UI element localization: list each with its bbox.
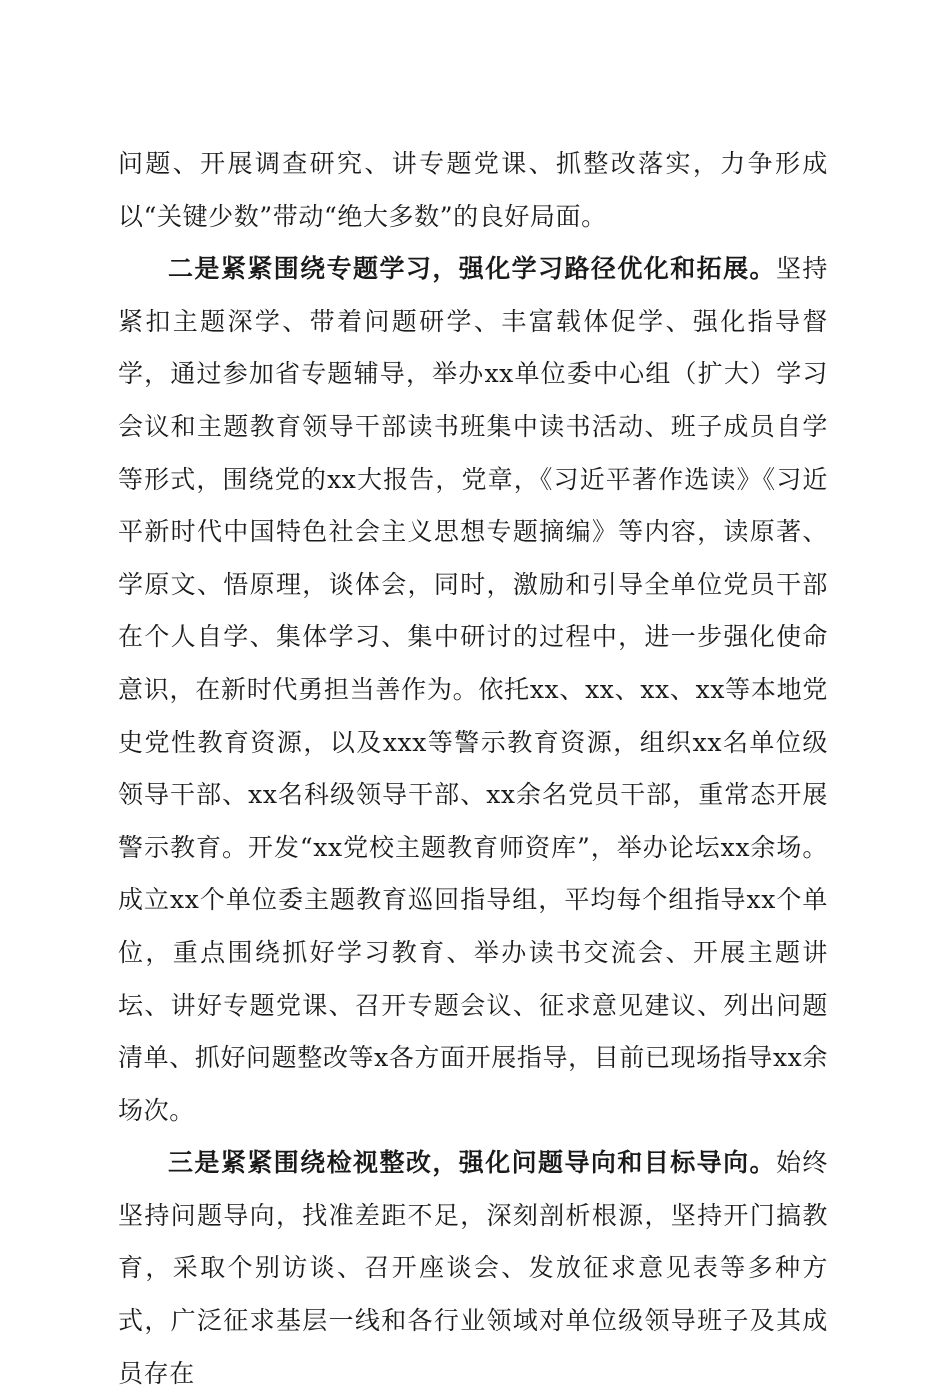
paragraph-text: 始终坚持问题导向，找准差距不足，深刻剖析根源，坚持开门搞教育，采取个别访谈、召开座谈会、发放征求意见表等多种方式，广泛征求基层一线和各行业领域对单位级领导班子及其成员存在 (118, 1148, 829, 1388)
paragraph-text: 问题、开展调查研究、讲专题党课、抓整改落实，力争形成以“关键少数”带动“绝大多数”的良好局面。 (118, 149, 828, 231)
paragraph-lead: 三是紧紧围绕检视整改，强化问题导向和目标导向。 (168, 1148, 776, 1178)
paragraph-text: 坚持紧扣主题深学、带着问题研学、丰富载体促学、强化指导督学，通过参加省专题辅导，举办xx单位委中心组（扩大）学习会议和主题教育领导干部读书班集中读书活动、班子成员自学等形式，围绕党的xx大报告，党章，《习近平著作选读》《习近平新时代中国特色社会主义思想专题摘编》等内容，读原著、学原文、悟原理，谈体会，同时，激励和引导全单位党员干部在个人自学、集体学习、集中研讨的过程中，进一步强化使命意识，在新时代勇担当善作为。依托xx、xx、xx、xx等本地党史党性教育资源，以及xxx等警示教育资源，组织xx名单位级领导干部、xx名科级领导干部、xx余名党员干部，重常态开展警示教育。开发“xx党校主题教育师资库”，举办论坛xx余场。成立xx个单位委主题教育巡回指导组，平均每个组指导xx个单位，重点围绕抓好学习教育、举办读书交流会、开展主题讲坛、讲好专题党课、召开专题会议、征求意见建议、列出问题清单、抓好问题整改等x各方面开展指导，目前已现场指导xx余场次。 (118, 254, 829, 1125)
paragraph-study (118, 243, 828, 1137)
document-body (118, 138, 828, 1400)
paragraph-rectification (118, 1137, 828, 1400)
paragraph-lead: 二是紧紧围绕专题学习，强化学习路径优化和拓展。 (168, 254, 776, 284)
paragraph-continuation (118, 138, 828, 243)
